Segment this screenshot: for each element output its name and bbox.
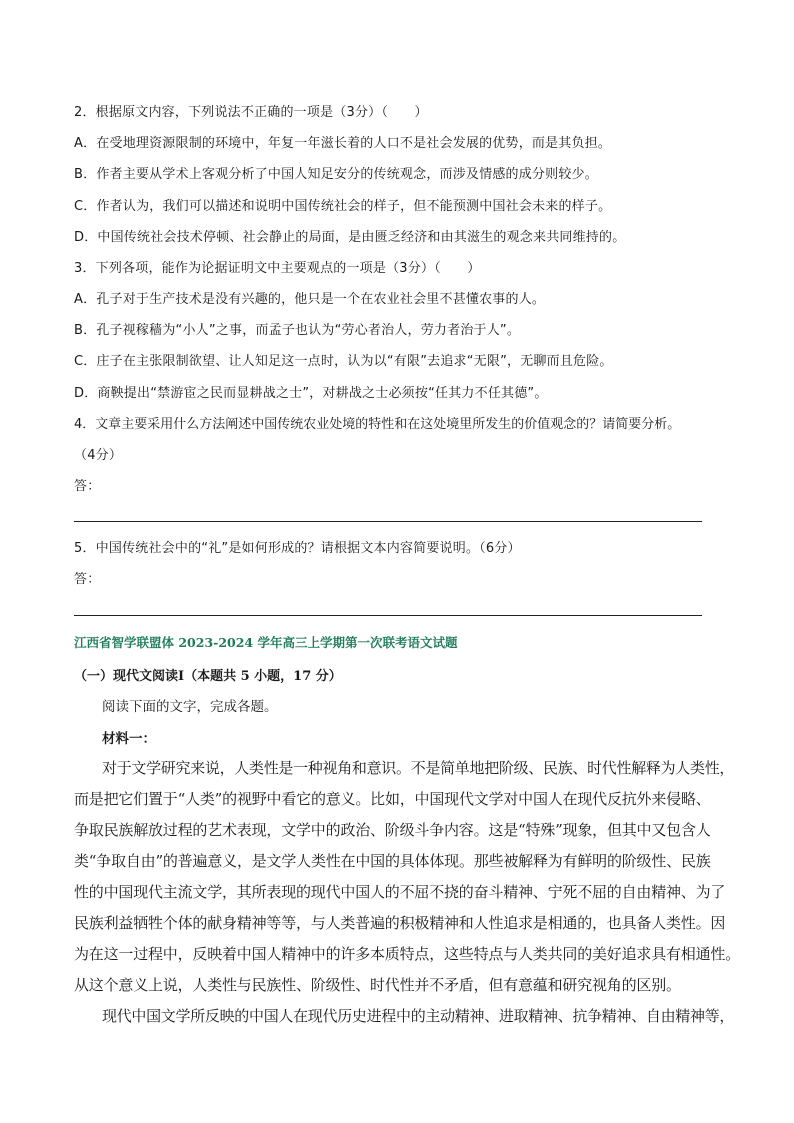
passage-line-2: 而是把它们置于“人类”的视野中看它的意义。比如，中国现代文学对中国人在现代反抗外来侵略、 bbox=[74, 790, 711, 808]
question-2-option-d: D．中国传统社会技术停顿、社会静止的局面，是由匮乏经济和由其滋生的观念来共同维持的。 bbox=[74, 230, 626, 245]
question-5-stem: 5．中国传统社会中的“礼”是如何形成的？请根据文本内容简要说明。（6分） bbox=[74, 541, 521, 556]
passage-line-4: 类“争取自由”的普遍意义，是文学人类性在中国的具体体现。那些被解释为有鲜明的阶级性、民族 bbox=[74, 852, 711, 870]
question-3-stem: 3．下列各项，能作为论据证明文中主要观点的一项是（3分）（ ） bbox=[74, 261, 481, 276]
passage-line-6: 民族利益牺牲个体的献身精神等等，与人类普遍的积极精神和人性追求是相通的，也具备人类性。因 bbox=[74, 914, 726, 932]
passage-line-8: 从这个意义上说，人类性与民族性、阶级性、时代性并不矛盾，但有意蕴和研究视角的区别。 bbox=[74, 976, 681, 994]
reading-instruction: 阅读下面的文字，完成各题。 bbox=[102, 699, 278, 715]
question-5-answer-line[interactable] bbox=[74, 615, 702, 616]
question-4-answer-label: 答： bbox=[74, 479, 101, 494]
question-2-option-b: B．作者主要从学术上客观分析了中国人知足安分的传统观念，而涉及情感的成分则较少。 bbox=[74, 167, 598, 182]
question-4-points: （4分） bbox=[74, 448, 123, 463]
question-2-option-a: A．在受地理资源限制的环境中，年复一年滋长着的人口不是社会发展的优势，而是其负担。 bbox=[74, 136, 612, 151]
passage-line-9: 现代中国文学所反映的中国人在现代历史进程中的主动精神、进取精神、抗争精神、自由精神等， bbox=[102, 1007, 735, 1025]
passage-line-3: 争取民族解放过程的艺术表现，文学中的政治、阶级斗争内容。这是“特殊”现象，但其中又包含人 bbox=[74, 821, 711, 839]
question-3-option-c: C．庄子在主张限制欲望、让人知足这一点时，认为以“有限”去追求“无限”，无聊而且危险。 bbox=[74, 354, 613, 369]
question-3-option-d: D．商鞅提出“禁游宦之民而显耕战之士”，对耕战之士必须按“任其力不任其德”。 bbox=[74, 386, 548, 401]
question-3-option-a: A．孔子对于生产技术是没有兴趣的，他只是一个在农业社会里不甚懂农事的人。 bbox=[74, 292, 546, 307]
material-label: 材料一： bbox=[102, 731, 156, 747]
question-5-answer-label: 答： bbox=[74, 572, 101, 587]
passage-line-5: 性的中国现代主流文学，其所表现的现代中国人的不屈不挠的奋斗精神、宁死不屈的自由精神、为了 bbox=[74, 883, 726, 901]
section-heading: （一）现代文阅读Ⅰ（本题共 5 小题，17 分） bbox=[74, 669, 342, 684]
question-3-option-b: B．孔子视稼穑为“小人”之事，而孟子也认为“劳心者治人，劳力者治于人”。 bbox=[74, 323, 521, 338]
question-4-answer-line[interactable] bbox=[74, 521, 702, 522]
source-title: 江西省智学联盟体 2023-2024 学年高三上学期第一次联考语文试题 bbox=[74, 635, 458, 650]
passage-line-7: 为在这一过程中，反映着中国人精神中的许多本质特点，这些特点与人类共同的美好追求具有相通性。 bbox=[74, 945, 741, 963]
question-4-stem: 4．文章主要采用什么方法阐述中国传统农业处境的特性和在这处境里所发生的价值观念的？请简要分析。 bbox=[74, 417, 681, 432]
question-2-stem: 2．根据原文内容，下列说法不正确的一项是（3分）（ ） bbox=[74, 105, 428, 120]
question-2-option-c: C．作者认为，我们可以描述和说明中国传统社会的样子，但不能预测中国社会未来的样子。 bbox=[74, 199, 612, 214]
passage-line-1: 对于文学研究来说，人类性是一种视角和意识。不是简单地把阶级、民族、时代性解释为人类性， bbox=[102, 759, 735, 777]
